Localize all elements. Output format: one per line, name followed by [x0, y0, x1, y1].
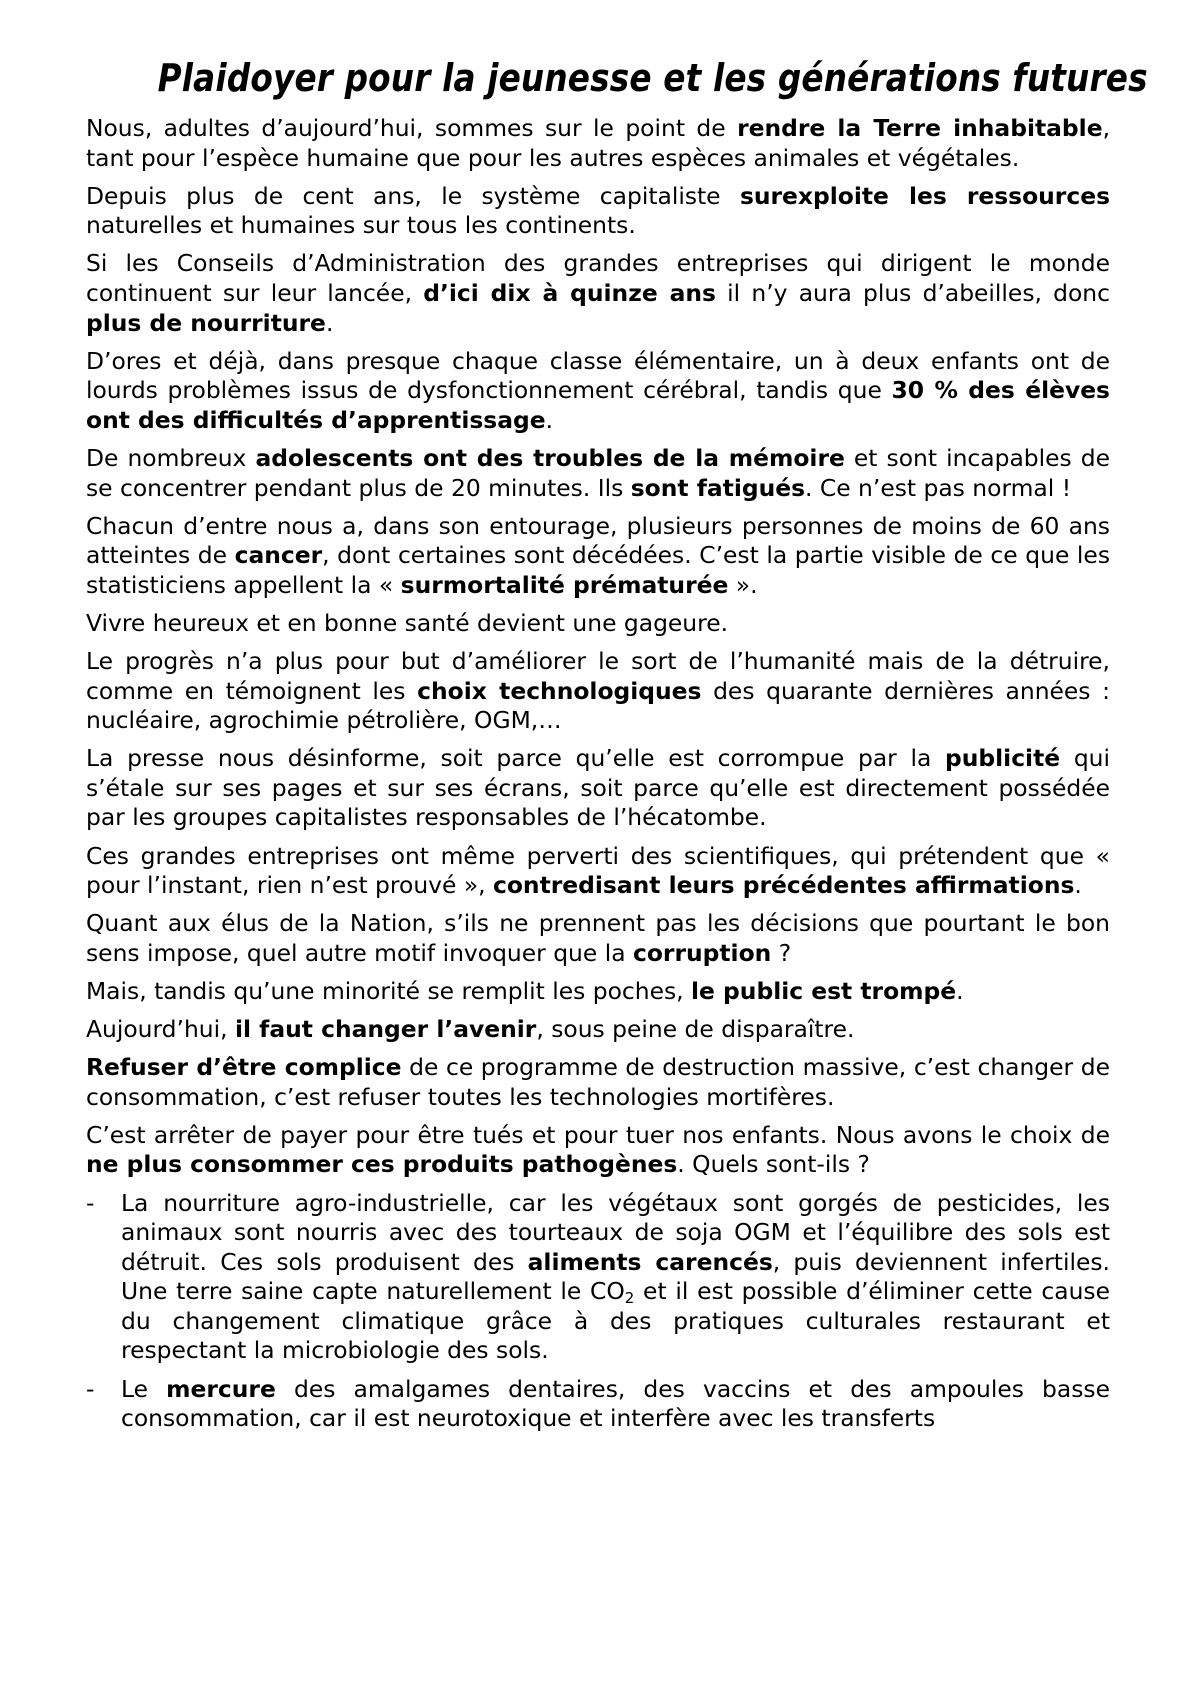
dash-bullet-icon: - [86, 1374, 95, 1403]
body-text: La nourriture agro-industrielle, car les végétaux sont gorgés de pesticides, les animaux sont nourris avec des tourteaux de soja OGM et l’équilibre des sols est détruit. Ces sols produisent des [121, 1188, 1110, 1276]
body-text: Vivre heureux et en bonne santé devient une gageure. [86, 608, 729, 637]
body-text: Quant aux élus de la Nation, s’ils ne prennent pas les décisions que pourtant le bon sens impose, quel autre motif invoquer que la [86, 909, 1110, 967]
emphasis-text: corruption [632, 938, 772, 967]
body-text: Si les Conseils d’Administration des grandes entreprises qui dirigent le monde continuent sur leur lancée, [86, 249, 1110, 307]
emphasis-text: surexploite les ressources [739, 181, 1110, 210]
paragraph [86, 744, 1110, 833]
body-text: . [325, 308, 334, 337]
paragraph [86, 512, 1110, 601]
paragraph [86, 1121, 1110, 1180]
paragraph [86, 977, 1110, 1007]
paragraph [86, 347, 1110, 436]
body-text: ». [728, 570, 758, 599]
emphasis-text: le public est trompé [691, 976, 957, 1005]
body-text: Nous, adultes d’aujourd’hui, sommes sur le point de [86, 114, 738, 142]
body-text: De nombreux [86, 443, 256, 472]
body-text: . [545, 405, 554, 434]
paragraph [86, 609, 1110, 639]
body-text: . Quels sont-ils ? [677, 1150, 870, 1179]
paragraph [86, 114, 1110, 173]
body-paragraphs [86, 114, 1110, 1180]
pathogenic-products-list [86, 1189, 1110, 1434]
document-title: Plaidoyer pour la jeunesse et les générations futures [157, 56, 1148, 100]
emphasis-text: adolescents ont des troubles de la mémoire [255, 443, 845, 472]
body-text: ? [771, 938, 792, 967]
emphasis-text: aliments carencés [527, 1247, 773, 1276]
body-text: Chacun d’entre nous a, dans son entourage, plusieurs personnes de moins de 60 ans atteintes de [86, 511, 1110, 570]
emphasis-text: contredisant leurs précédentes affirmations [493, 871, 1075, 900]
emphasis-text: 30 % des élèves ont des difficultés d’apprentissage [86, 376, 1110, 434]
body-text: C’est arrêter de payer pour être tués et pour tuer nos enfants. Nous avons le choix de [86, 1120, 1110, 1149]
list-item [86, 1375, 1110, 1434]
paragraph [86, 1015, 1110, 1045]
emphasis-text: il faut changer l’avenir [234, 1015, 537, 1044]
body-text: qui s’étale sur ses pages et sur ses écrans, soit parce qu’elle est directement possédée par les groupes capitalistes responsables de l’hécatombe. [86, 744, 1110, 832]
body-text: , sous peine de disparaître. [536, 1015, 855, 1044]
subscript-text: 2 [624, 1289, 635, 1308]
body-text: naturelles et humaines sur tous les continents. [86, 211, 636, 240]
body-text: D’ores et déjà, dans presque chaque classe élémentaire, un à deux enfants ont de lourds problèmes issus de dysfonctionnement cérébral, tandis que [86, 346, 1110, 405]
dash-bullet-icon: - [86, 1188, 95, 1217]
emphasis-text: cancer [234, 541, 323, 570]
emphasis-text: mercure [166, 1374, 276, 1403]
body-text: Mais, tandis qu’une minorité se remplit les poches, [86, 976, 692, 1005]
paragraph [86, 909, 1110, 968]
emphasis-text: d’ici dix à quinze ans [423, 278, 716, 307]
paragraph [86, 647, 1110, 736]
body-text: , puis deviennent infertiles. Une terre saine capte naturellement le CO [121, 1247, 1110, 1306]
paragraph [86, 444, 1110, 503]
paragraph [86, 1053, 1110, 1112]
emphasis-text: Refuser d’être complice [86, 1053, 402, 1082]
body-text: et il est possible d’éliminer cette cause du changement climatique grâce à des pratiques culturales restaurant et respectant la microbiologie des sols. [121, 1277, 1110, 1365]
emphasis-text: ne plus consommer ces produits pathogènes [86, 1150, 678, 1179]
paragraph [86, 182, 1110, 241]
body-text: . [1074, 871, 1082, 900]
paragraph [86, 842, 1110, 901]
body-text: Depuis plus de cent ans, le système capitaliste [86, 181, 740, 210]
body-text: , dont certaines sont décédées. C’est la partie visible de ce que les statisticiens appellent la « [86, 541, 1111, 599]
body-text: Ces grandes entreprises ont même perverti des scientifiques, qui prétendent que « pour l’instant, rien n’est prouvé », [86, 841, 1110, 900]
body-text: il n’y aura plus d’abeilles, donc [715, 278, 1110, 307]
list-item [86, 1189, 1110, 1367]
emphasis-text: rendre la Terre inhabitable [737, 114, 1103, 142]
emphasis-text: choix technologiques [417, 676, 702, 705]
emphasis-text: publicité [945, 744, 1061, 773]
body-text: Le [121, 1374, 167, 1403]
emphasis-text: sont fatigués [630, 473, 806, 502]
body-text: . [956, 976, 964, 1005]
document-page [86, 52, 1148, 1442]
body-text: La presse nous désinforme, soit parce qu’elle est corrompue par la [86, 744, 946, 773]
paragraph [86, 249, 1110, 338]
emphasis-text: plus de nourriture [86, 308, 326, 337]
body-text: des quarante dernières années : nucléaire, agrochimie pétrolière, OGM,… [86, 676, 1110, 735]
body-text: des amalgames dentaires, des vaccins et des ampoules basse consommation, car il est neurotoxique et interfère avec les transferts [121, 1374, 1110, 1433]
body-text: . Ce n’est pas normal ! [805, 473, 1072, 502]
body-text: , tant pour l’espèce humaine que pour les autres espèces animales et végétales. [86, 114, 1110, 172]
body-text: de ce programme de destruction massive, c’est changer de consommation, c’est refuser toutes les technologies mortifères. [86, 1053, 1110, 1111]
emphasis-text: surmortalité prématurée [400, 570, 729, 599]
body-text: Aujourd’hui, [86, 1015, 235, 1044]
body-text: Le progrès n’a plus pour but d’améliorer le sort de l’humanité mais de la détruire, comme en témoignent les [86, 647, 1110, 705]
body-text: et sont incapables de se concentrer pendant plus de 20 minutes. Ils [86, 443, 1110, 502]
